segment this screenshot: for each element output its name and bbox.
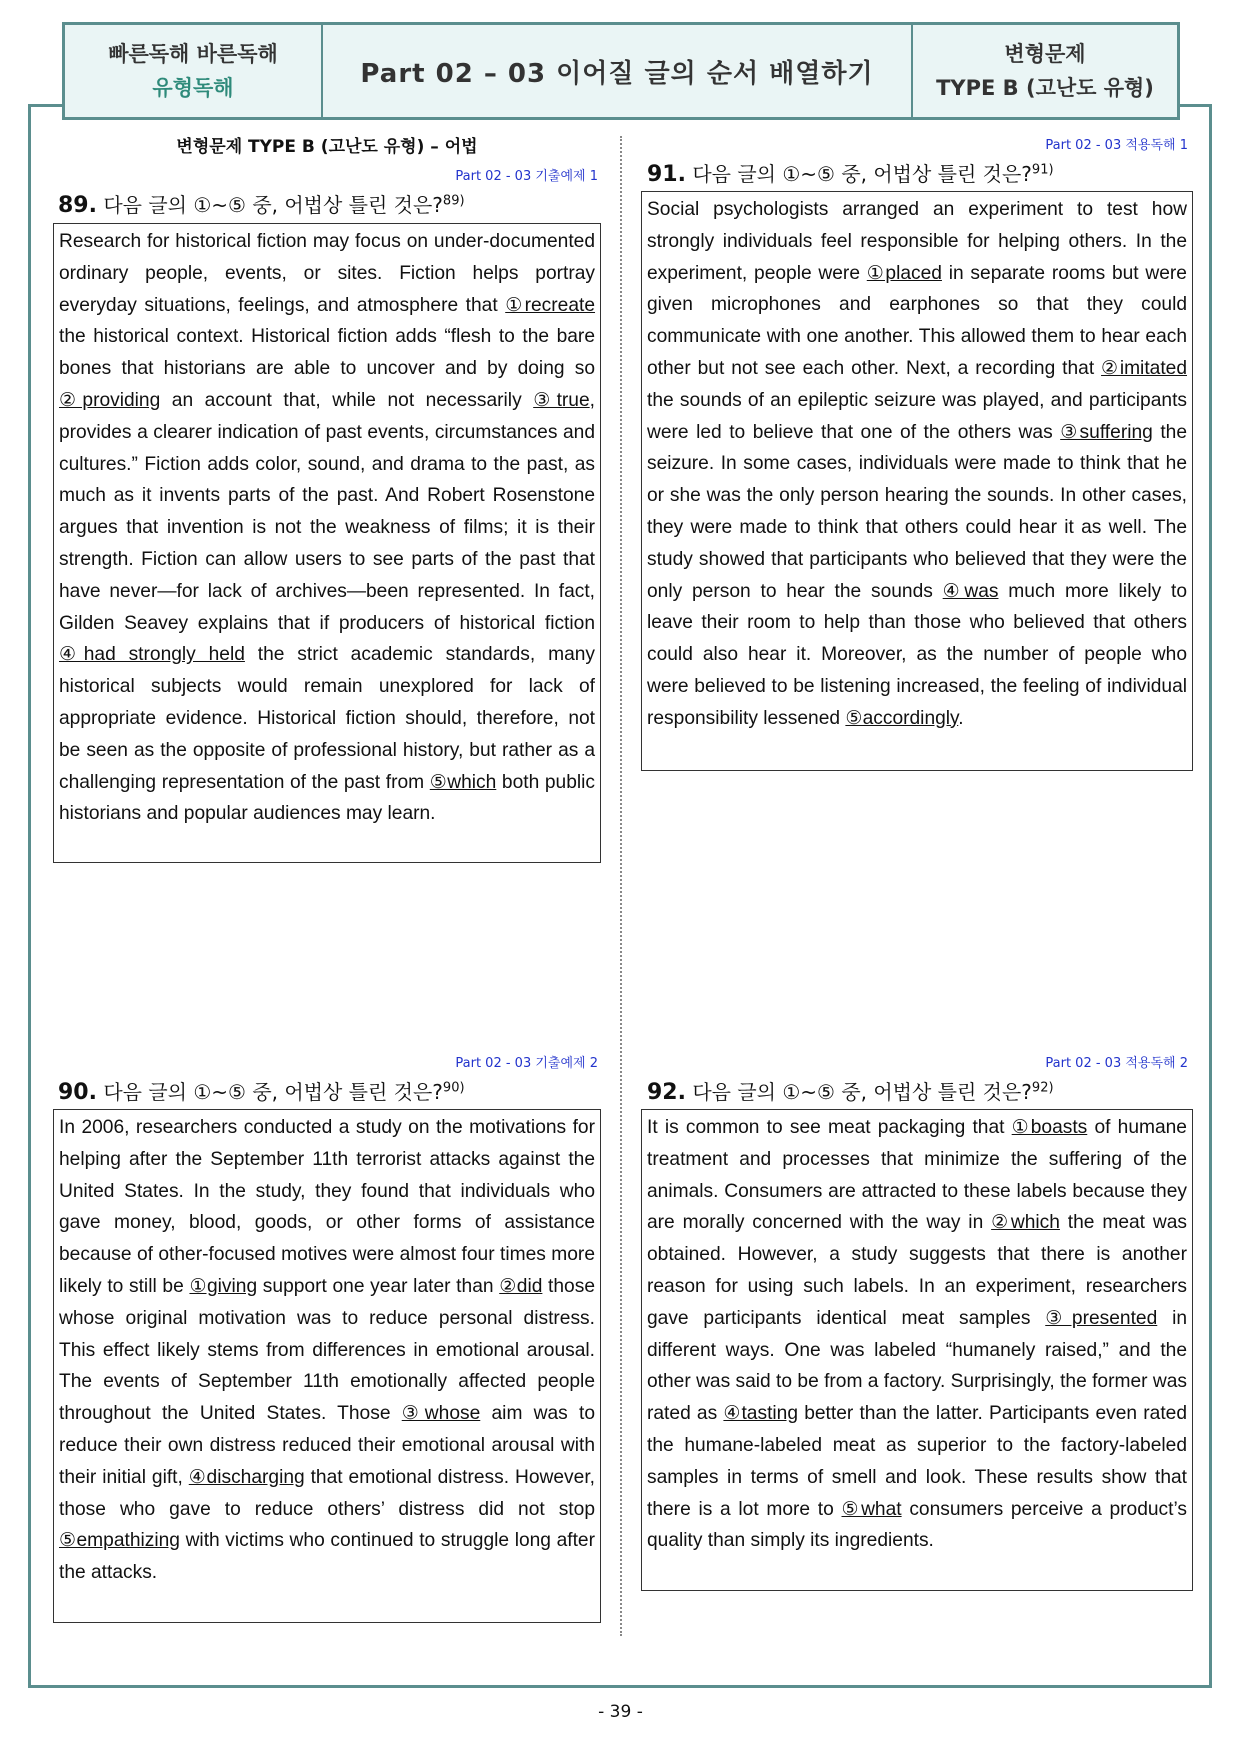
page-number: - 39 - <box>598 1702 643 1722</box>
choice-3: ③true <box>533 389 590 411</box>
section-title: 변형문제 TYPE B (고난도 유형) – 어법 <box>176 137 478 157</box>
q89-number: 89. <box>58 193 97 218</box>
q89-passage <box>53 223 601 863</box>
choice-4: ④was <box>942 580 999 602</box>
q89-prompt: 다음 글의 ①~⑤ 중, 어법상 틀린 것은? <box>103 193 443 217</box>
q91-footnote: 91) <box>1031 162 1054 178</box>
passage-text: that emotional distress. However, those who gave to reduce others’ distress did not stop <box>59 1466 595 1520</box>
book-title: 빠른독해 바른독해 <box>108 42 278 66</box>
q91-passage <box>641 191 1193 771</box>
passage-text: in separate rooms but were given microphones and earphones so that they could communicate with one another. This allowed them to hear each other but not see each other. Next, a recording that <box>647 262 1187 379</box>
choice-5: ⑤empathizing <box>59 1530 180 1552</box>
q92-number: 92. <box>647 1080 686 1105</box>
type-name: TYPE B (고난도 유형) <box>936 76 1154 100</box>
header-type <box>913 25 1177 117</box>
type-label: 변형문제 <box>1004 42 1086 66</box>
choice-2: ②imitated <box>1101 357 1187 379</box>
choice-5: ⑤what <box>841 1498 902 1520</box>
column-divider <box>620 136 622 1636</box>
passage-text: the seizure. In some cases, individuals were made to think that he or she was the only person hearing the sounds. In other cases, they were made to think that others could hear it as well. The study showed that participants who believed that they were the only person to hear the sounds <box>647 421 1187 602</box>
page-header <box>62 22 1180 120</box>
passage-text: aim was to reduce their own distress reduced their emotional arousal with their initial gift, <box>59 1403 595 1488</box>
q90-source: Part 02 - 03 기출예제 2 <box>455 1056 598 1071</box>
q92-prompt: 다음 글의 ①~⑤ 중, 어법상 틀린 것은? <box>692 1080 1032 1104</box>
passage-text: the sounds of an epileptic seizure was played, and participants were led to believe that one of the others was <box>647 389 1187 443</box>
passage-text: the historical context. Historical fiction adds “flesh to the bare bones that historians are able to uncover and by doing so <box>59 326 595 380</box>
passage-text: both public historians and popular audiences may learn. <box>59 771 595 825</box>
passage-text: an account that, while not necessarily <box>160 389 534 411</box>
q90-title <box>58 1076 465 1105</box>
q91-title <box>647 158 1054 187</box>
choice-3: ③suffering <box>1060 421 1153 443</box>
passage-text: much more likely to leave their room to help than those who believed that others could also hear it. Moreover, as the number of people who were believed to be listening increased, the feeling of individual responsibility lessened <box>647 580 1188 729</box>
passage-text: the strict academic standards, many historical subjects would remain unexplored for lack of appropriate evidence. Historical fiction should, therefore, not be seen as the opposite of professional history, but rather as a challenging representation of the past from <box>59 644 596 793</box>
q91-number: 91. <box>647 162 686 187</box>
q89-title <box>58 189 465 218</box>
q92-footnote: 92) <box>1031 1080 1054 1096</box>
choice-2: ②did <box>499 1275 543 1297</box>
choice-4: ④had strongly held <box>59 644 245 666</box>
header-chapter <box>323 25 913 117</box>
q89-footnote: 89) <box>442 193 465 209</box>
choice-3: ③presented <box>1045 1307 1158 1329</box>
choice-3: ③whose <box>401 1403 481 1425</box>
passage-text: support one year later than <box>257 1275 500 1297</box>
choice-1: ①recreate <box>505 294 596 316</box>
q90-number: 90. <box>58 1080 97 1105</box>
q90-prompt: 다음 글의 ①~⑤ 중, 어법상 틀린 것은? <box>103 1080 443 1104</box>
choice-5: ⑤accordingly <box>845 707 959 729</box>
passage-text: . <box>958 707 964 729</box>
passage-text: In 2006, researchers conducted a study on the motivations for helping after the September 11th terrorist attacks against the United States. In the study, they found that individuals who gave money, blood, goods, or other forms of assistance because of other-focused motives were almost four times more likely to still be <box>59 1117 595 1297</box>
q89-source: Part 02 - 03 기출예제 1 <box>455 169 598 184</box>
passage-text: consumers perceive a product’s quality than simply its ingredients. <box>647 1498 1187 1552</box>
choice-2: ②providing <box>59 389 161 411</box>
choice-4: ④tasting <box>723 1403 799 1425</box>
choice-5: ⑤which <box>429 771 497 793</box>
book-subtitle: 유형독해 <box>152 76 234 100</box>
passage-text: Social psychologists arranged an experiment to test how strongly individuals feel responsible for helping others. In the experiment, people were <box>647 199 1187 284</box>
chapter-title: Part 02 – 03 이어질 글의 순서 배열하기 <box>360 58 874 89</box>
q92-passage <box>641 1109 1193 1591</box>
q91-prompt: 다음 글의 ①~⑤ 중, 어법상 틀린 것은? <box>692 162 1032 186</box>
passage-text: better than the latter. Participants even rated the humane-labeled meat as superior to the factory-labeled samples in terms of smell and look. These results show that there is a lot more to <box>647 1403 1188 1520</box>
choice-1: ①boasts <box>1011 1117 1088 1138</box>
passage-text: in different ways. One was labeled “humanely raised,” and the other was said to be from a factory. Surprisingly, the former was rated as <box>647 1307 1188 1425</box>
passage-text: with victims who continued to struggle long after the attacks. <box>59 1530 595 1584</box>
passage-text: the meat was obtained. However, a study suggests that there is another reason for using such labels. In an experiment, researchers gave participants identical meat samples <box>647 1212 1187 1329</box>
header-book-title <box>65 25 323 117</box>
passage-text: , provides a clearer indication of past events, circumstances and cultures.” Fiction adds color, sound, and drama to the past, as much as it invents parts of the past. And Robert Rosenstone argues that invention is not the weakness of films; it is their strength. Fiction can allow users to see parts of the past that have never—for lack of archives—been represented. In fact, Gilden Seavey explains that if producers of historical fiction <box>59 389 595 634</box>
choice-4: ④discharging <box>188 1466 305 1488</box>
q91-source: Part 02 - 03 적용독해 1 <box>1045 138 1188 153</box>
q90-footnote: 90) <box>442 1080 465 1096</box>
q90-passage <box>53 1109 601 1623</box>
choice-2: ②which <box>991 1212 1060 1234</box>
choice-1: ①placed <box>866 262 942 284</box>
passage-text: of humane treatment and processes that minimize the suffering of the animals. Consumers are attracted to these labels because they are morally concerned with the way in <box>647 1117 1187 1234</box>
q92-source: Part 02 - 03 적용독해 2 <box>1045 1056 1188 1071</box>
passage-text: It is common to see meat packaging that <box>647 1117 1012 1138</box>
passage-text: those whose original motivation was to reduce personal distress. This effect likely stems from differences in emotional arousal. The events of September 11th emotionally affected people throughout the United States. Those <box>59 1275 595 1425</box>
passage-text: Research for historical fiction may focus on under-documented ordinary people, events, or sites. Fiction helps portray everyday situations, feelings, and atmosphere that <box>59 231 595 316</box>
choice-1: ①giving <box>189 1275 258 1297</box>
q92-title <box>647 1076 1054 1105</box>
